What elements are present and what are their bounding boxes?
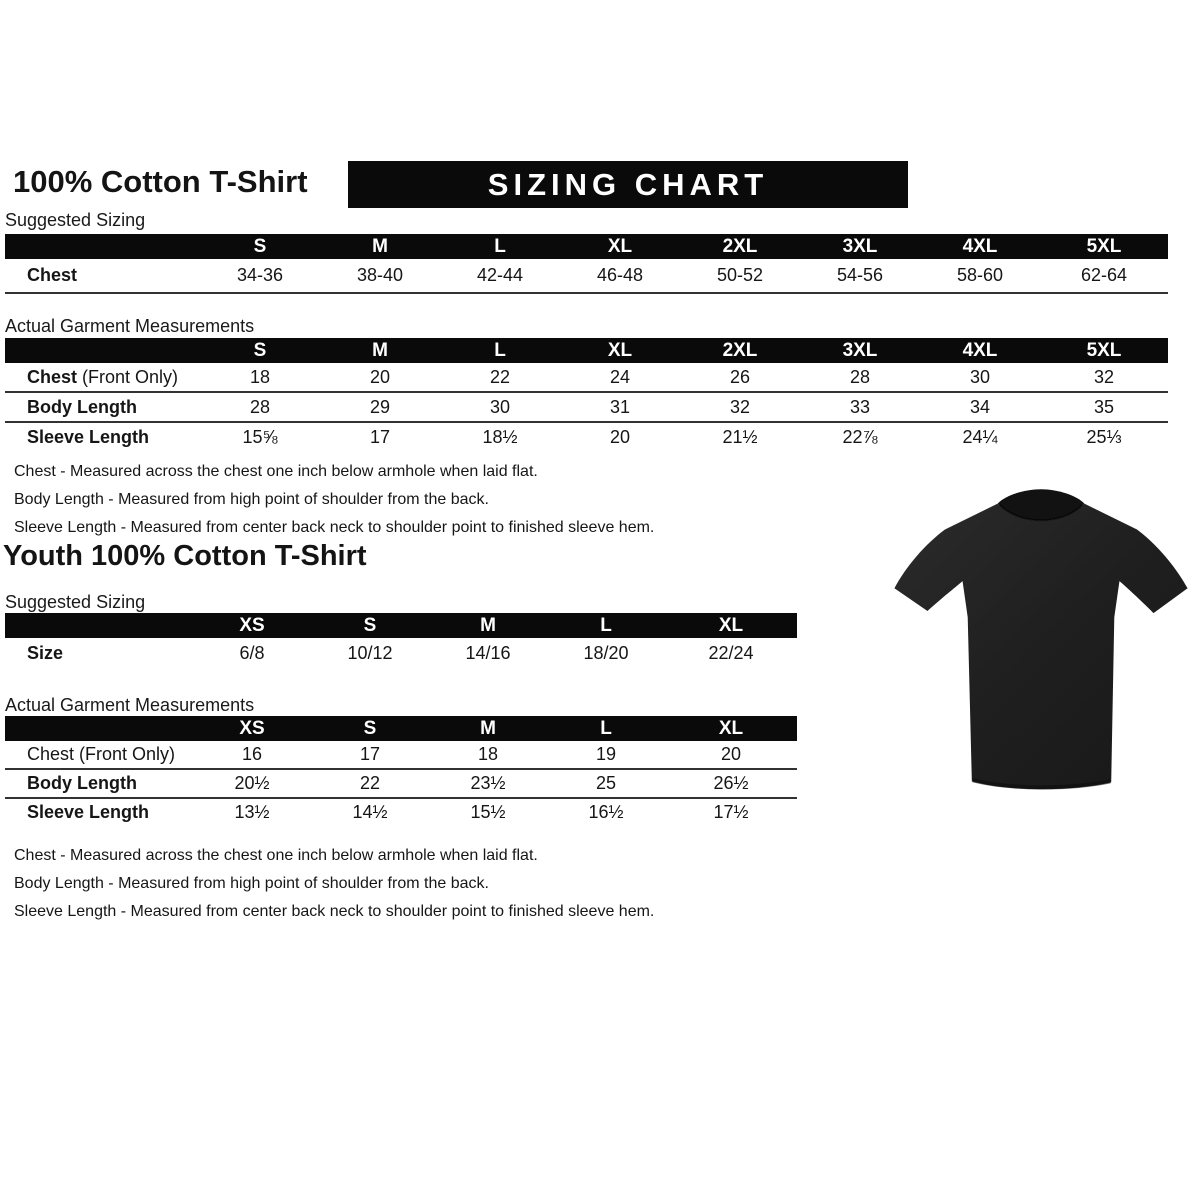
row-label: Chest <box>5 259 200 293</box>
table-row <box>5 638 797 669</box>
measure-cell: 24¼ <box>962 426 998 447</box>
measure-cell: 15⅝ <box>242 426 278 447</box>
measure-cell: 18½ <box>482 426 518 447</box>
measure-cell: 20½ <box>193 769 311 798</box>
measure-cell: 18 <box>429 741 547 769</box>
measure-cell: 17 <box>311 741 429 769</box>
note-line: Body Length - Measured from high point of shoulder from the back. <box>14 491 489 508</box>
size-header: S <box>311 613 429 638</box>
measure-cell: 31 <box>560 392 680 422</box>
measure-cell: 33 <box>800 392 920 422</box>
measure-cell: 22/24 <box>708 643 754 663</box>
table-header-row <box>5 338 1168 363</box>
size-header: 3XL <box>800 234 920 259</box>
row-label: Body Length <box>5 769 193 798</box>
size-header-blank <box>5 338 200 363</box>
row-label <box>5 363 200 392</box>
note-line: Body Length - Measured from high point of shoulder from the back. <box>14 875 489 892</box>
sizing-chart-banner-label: SIZING CHART <box>487 166 769 202</box>
table-header-row <box>5 716 797 741</box>
measure-cell: 42-44 <box>440 259 560 293</box>
table-row <box>5 422 1168 451</box>
size-header: XL <box>665 613 797 638</box>
youth-suggested-sizing-table <box>5 613 797 669</box>
adult-actual-measurements-table <box>5 338 1168 451</box>
table-row <box>5 392 1168 422</box>
measure-cell: 25 <box>547 769 665 798</box>
measure-cell: 50-52 <box>680 259 800 293</box>
note-line: Sleeve Length - Measured from center back neck to shoulder point to finished sleeve hem. <box>14 903 655 920</box>
tshirt-body <box>894 504 1187 790</box>
size-header: L <box>440 338 560 363</box>
measure-cell: 35 <box>1040 392 1168 422</box>
measure-cell: 13½ <box>234 802 270 822</box>
size-header: XS <box>193 716 311 741</box>
row-label: Size <box>27 643 64 663</box>
size-header: XL <box>665 716 797 741</box>
row-label: Sleeve Length <box>27 426 150 447</box>
measure-cell: 19 <box>547 741 665 769</box>
measure-cell: 16 <box>193 741 311 769</box>
size-header: M <box>429 613 547 638</box>
measure-cell: 22 <box>440 363 560 392</box>
measure-cell: 18 <box>200 363 320 392</box>
measure-cell: 26½ <box>665 769 797 798</box>
measure-cell: 15½ <box>470 802 506 822</box>
measure-cell: 17 <box>369 426 391 447</box>
measure-cell: 20 <box>609 426 631 447</box>
measure-cell: 30 <box>440 392 560 422</box>
measure-cell: 20 <box>665 741 797 769</box>
adult-suggested-sizing-table <box>5 234 1168 294</box>
table-row <box>5 769 797 798</box>
size-header: XL <box>560 338 680 363</box>
size-header: L <box>440 234 560 259</box>
size-header: 2XL <box>680 234 800 259</box>
measure-cell: 29 <box>320 392 440 422</box>
note-line: Chest - Measured across the chest one inch below armhole when laid flat. <box>14 463 538 480</box>
table-row <box>5 741 797 769</box>
size-header: L <box>547 613 665 638</box>
measure-cell: 14½ <box>352 802 388 822</box>
measure-cell: 20 <box>320 363 440 392</box>
size-header-blank <box>5 613 193 638</box>
size-header: 4XL <box>920 338 1040 363</box>
measure-cell: 24 <box>560 363 680 392</box>
table-row <box>5 798 797 826</box>
measure-cell: 28 <box>200 392 320 422</box>
size-header: 2XL <box>680 338 800 363</box>
adult-measurement-notes <box>14 461 654 545</box>
size-header: M <box>320 234 440 259</box>
measure-cell: 22⅞ <box>842 426 878 447</box>
measure-cell: 58-60 <box>920 259 1040 293</box>
size-header: 5XL <box>1040 234 1168 259</box>
measure-cell: 32 <box>680 392 800 422</box>
measure-cell: 17½ <box>713 802 749 822</box>
youth-measurement-notes <box>14 845 654 929</box>
row-label: Sleeve Length <box>27 802 150 822</box>
table-header-row <box>5 613 797 638</box>
measure-cell: 10/12 <box>347 643 393 663</box>
measure-cell: 62-64 <box>1040 259 1168 293</box>
measure-cell: 54-56 <box>800 259 920 293</box>
size-header: XS <box>193 613 311 638</box>
measure-cell: 38-40 <box>320 259 440 293</box>
measure-cell: 34-36 <box>200 259 320 293</box>
size-header: S <box>200 338 320 363</box>
black-tshirt-image <box>882 483 1200 803</box>
table-row <box>5 363 1168 392</box>
measure-cell: 22 <box>311 769 429 798</box>
measure-cell: 23½ <box>429 769 547 798</box>
measure-cell: 21½ <box>722 426 758 447</box>
youth-suggested-sizing-label: Suggested Sizing <box>5 592 146 612</box>
measure-cell: 34 <box>920 392 1040 422</box>
size-header-blank <box>5 234 200 259</box>
youth-section-title: Youth 100% Cotton T-Shirt <box>3 540 367 572</box>
size-header-blank <box>5 716 193 741</box>
row-label-suffix: (Front Only) <box>82 366 179 387</box>
size-header: S <box>311 716 429 741</box>
adult-suggested-sizing-label: Suggested Sizing <box>5 210 146 230</box>
measure-cell: 26 <box>680 363 800 392</box>
note-line: Sleeve Length - Measured from center back neck to shoulder point to finished sleeve hem. <box>14 519 655 536</box>
page-title: 100% Cotton T-Shirt <box>13 164 308 199</box>
sizing-chart-banner <box>348 161 908 208</box>
size-header: 5XL <box>1040 338 1168 363</box>
measure-cell: 32 <box>1040 363 1168 392</box>
size-header: S <box>200 234 320 259</box>
row-label: Chest (Front Only) <box>5 741 193 769</box>
youth-actual-measurements-label: Actual Garment Measurements <box>5 695 255 715</box>
table-header-row <box>5 234 1168 259</box>
measure-cell: 16½ <box>588 802 624 822</box>
measure-cell: 14/16 <box>465 643 511 663</box>
measure-cell: 30 <box>920 363 1040 392</box>
adult-actual-measurements-label: Actual Garment Measurements <box>5 316 255 336</box>
size-header: 4XL <box>920 234 1040 259</box>
table-row <box>5 259 1168 293</box>
measure-cell: 25⅓ <box>1086 426 1122 447</box>
size-header: 3XL <box>800 338 920 363</box>
size-header: M <box>429 716 547 741</box>
row-label: Body Length <box>5 392 200 422</box>
size-header: L <box>547 716 665 741</box>
youth-actual-measurements-table <box>5 716 797 826</box>
measure-cell: 18/20 <box>583 643 629 663</box>
measure-cell: 28 <box>800 363 920 392</box>
measure-cell: 46-48 <box>560 259 680 293</box>
size-header: M <box>320 338 440 363</box>
size-header: XL <box>560 234 680 259</box>
row-label-main: Chest <box>27 366 78 387</box>
note-line: Chest - Measured across the chest one inch below armhole when laid flat. <box>14 847 538 864</box>
measure-cell: 6/8 <box>239 643 265 663</box>
